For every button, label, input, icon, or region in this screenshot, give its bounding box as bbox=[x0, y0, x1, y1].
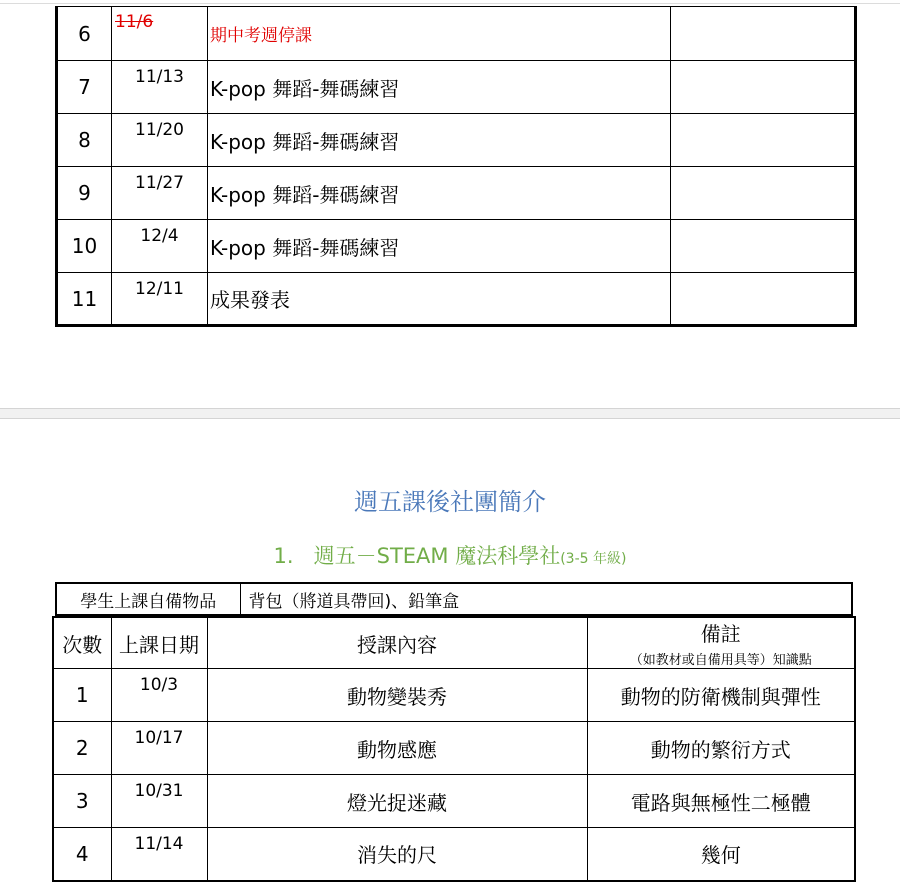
supplies-label: 學生上課自備物品 bbox=[56, 583, 240, 615]
header-date: 上課日期 bbox=[111, 617, 207, 669]
header-content: 授課內容 bbox=[207, 617, 587, 669]
session-note bbox=[671, 61, 856, 114]
session-date bbox=[112, 61, 208, 114]
schedule-table-club bbox=[52, 616, 856, 882]
session-note: 動物的防衛機制與彈性 bbox=[587, 669, 855, 722]
schedule-table-top bbox=[55, 6, 857, 327]
supplies-table bbox=[55, 582, 853, 616]
session-content: 動物變裝秀 bbox=[207, 669, 587, 722]
session-content: K-pop 舞蹈-舞碼練習 bbox=[208, 220, 671, 273]
session-number: 6 bbox=[57, 7, 112, 61]
session-number: 10 bbox=[57, 220, 112, 273]
club-number: 1. bbox=[273, 544, 294, 568]
session-date bbox=[111, 828, 207, 881]
session-note bbox=[671, 220, 856, 273]
session-note bbox=[671, 167, 856, 220]
session-date-cancelled: 11/6 bbox=[115, 12, 154, 32]
table-row bbox=[53, 828, 855, 881]
session-number: 7 bbox=[57, 61, 112, 114]
session-number: 3 bbox=[53, 775, 111, 828]
table-row bbox=[56, 583, 852, 615]
session-date bbox=[111, 775, 207, 828]
session-note: 電路與無極性二極體 bbox=[587, 775, 855, 828]
session-number: 9 bbox=[57, 167, 112, 220]
table-row bbox=[53, 775, 855, 828]
session-date-text: 10/3 bbox=[139, 675, 179, 695]
section-title: 週五課後社團簡介 bbox=[354, 488, 546, 516]
session-number: 8 bbox=[57, 114, 112, 167]
session-content: K-pop 舞蹈-舞碼練習 bbox=[208, 114, 671, 167]
session-number: 1 bbox=[53, 669, 111, 722]
table-row bbox=[57, 220, 856, 273]
session-date bbox=[112, 273, 208, 326]
header-note bbox=[587, 617, 855, 669]
session-date-text: 12/11 bbox=[135, 279, 184, 299]
session-date bbox=[111, 669, 207, 722]
session-date-text: 10/17 bbox=[134, 728, 184, 748]
session-number: 2 bbox=[53, 722, 111, 775]
club-grade: (3-5 年級) bbox=[560, 551, 627, 567]
table-row bbox=[57, 167, 856, 220]
supplies-value: 背包（將道具帶回)、鉛筆盒 bbox=[240, 583, 852, 615]
session-note bbox=[671, 7, 856, 61]
session-date-text: 10/31 bbox=[134, 781, 184, 801]
session-date bbox=[112, 167, 208, 220]
table-row bbox=[53, 669, 855, 722]
session-number: 11 bbox=[57, 273, 112, 326]
club-title bbox=[0, 540, 900, 570]
table-row bbox=[57, 7, 856, 61]
session-note: 動物的繁衍方式 bbox=[587, 722, 855, 775]
session-date-text: 11/14 bbox=[134, 834, 184, 854]
session-date bbox=[112, 114, 208, 167]
session-number: 4 bbox=[53, 828, 111, 881]
table-row bbox=[57, 61, 856, 114]
session-content: 成果發表 bbox=[208, 273, 671, 326]
page-break bbox=[0, 408, 900, 419]
session-content: K-pop 舞蹈-舞碼練習 bbox=[208, 167, 671, 220]
session-date-text: 11/20 bbox=[135, 120, 184, 140]
session-content: K-pop 舞蹈-舞碼練習 bbox=[208, 61, 671, 114]
table-row bbox=[57, 273, 856, 326]
session-date bbox=[111, 722, 207, 775]
header-note-subtitle: （如教材或自備用具等）知識點 bbox=[629, 653, 812, 668]
session-note: 幾何 bbox=[587, 828, 855, 881]
table-header-row bbox=[53, 617, 855, 669]
session-date bbox=[112, 7, 208, 61]
page-top-divider bbox=[0, 3, 900, 4]
club-name: 週五－STEAM 魔法科學社 bbox=[313, 544, 561, 568]
session-content: 燈光捉迷藏 bbox=[207, 775, 587, 828]
session-note bbox=[671, 273, 856, 326]
session-date-text: 11/27 bbox=[135, 173, 184, 193]
session-content: 動物感應 bbox=[207, 722, 587, 775]
session-date bbox=[112, 220, 208, 273]
session-content: 期中考週停課 bbox=[208, 7, 671, 61]
session-content: 消失的尺 bbox=[207, 828, 587, 881]
header-note-title: 備註 bbox=[700, 622, 741, 646]
session-note bbox=[671, 114, 856, 167]
header-no: 次數 bbox=[53, 617, 111, 669]
session-date-text: 11/13 bbox=[135, 67, 184, 87]
session-date-text: 12/4 bbox=[140, 226, 179, 246]
table-row bbox=[57, 114, 856, 167]
table-row bbox=[53, 722, 855, 775]
